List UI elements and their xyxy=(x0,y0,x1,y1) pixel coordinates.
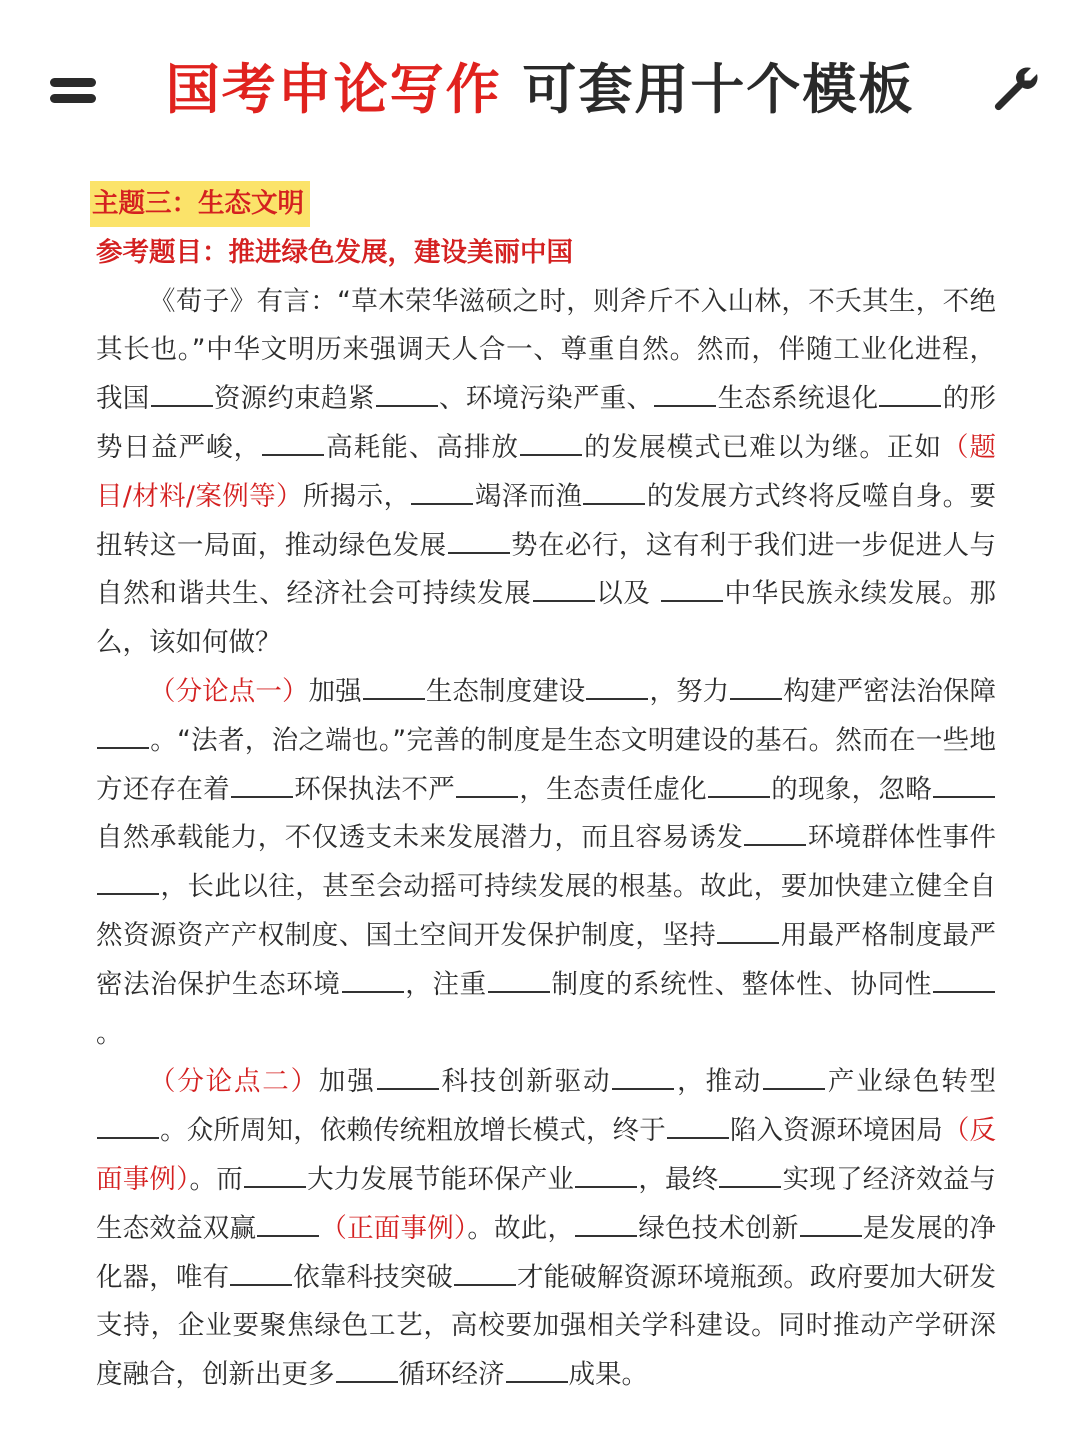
intro-paragraph: 《荀子》有言：“草木荣华滋硕之时，则斧斤不入山林，不夭其生，不绝其长也。”中华文明历来强调天人合一、尊重自然。然而，伴随工业化进程，我国 资源约束趋紧 、环境污染严重、 生态系统退化 的形势日益严峻， 高耗能、高排放 的发展模式已难以为继。正如（题目/材料/案例等）所揭示， 竭泽而渔 的发展方式终将反噬自身。要扭转这一局面，推动绿色发展 势在必行，这有利于我们进一步促进人与自然和谐共生、经济社会可持续发展 以及 中华民族永续发展。那么，该如何做？ xyxy=(96,285,997,659)
title-red: 国考申论写作 xyxy=(165,58,502,121)
point1-paragraph: （分论点一）加强 生态制度建设 ，努力 构建严密法治保障。“法者，治之端也。”完善的制度是生态文明建设的基石。然而在一些地方还存在着 环保执法不严 ，生态责任虚化 的现象，忽略自然承载能力，不仅透支未来发展潜力，而且容易诱发 环境群体性事件，长此以往，甚至会动摇可持续发展的根基。故此，要加快建立健全自然资源资产产权制度、国土空间开发保护制度，坚持 用最严格制度最严密法治保护生态环境 ，注重 制度的系统性、整体性、协同性。 xyxy=(96,668,996,1058)
point2-paragraph: （分论点二）加强 科技创新驱动 ，推动 产业绿色转型。众所周知，依赖传统粗放增长模式，终于 陷入资源环境困局（反面事例）。而 大力发展节能环保产业 ，最终 实现了经济效益与生态效益双赢 （正面事例）。故此， 绿色技术创新 是发展的净化器，唯有 依靠科技突破 才能破解资源环境瓶颈。政府要加大研发支持，企业要聚焦绿色工艺，高校要加强相关学科建设。同时推动产学研深度融合，创新出更多 循环经济 成果。 xyxy=(96,1058,996,1400)
header xyxy=(0,0,1080,150)
negative-example-marker: （反面事例） xyxy=(96,1115,997,1195)
point1-label: （分论点一） xyxy=(149,675,309,707)
reference-topic: 参考题目：推进绿色发展，建设美丽中国 xyxy=(96,236,573,268)
topic-heading: 主题三：生态文明 xyxy=(90,181,310,227)
page-title xyxy=(0,58,1080,122)
point2-label: （分论点二） xyxy=(149,1066,319,1098)
positive-example-marker: （正面事例） xyxy=(320,1212,468,1244)
title-dark: 可套用十个模板 xyxy=(522,58,915,121)
wrench-icon[interactable] xyxy=(994,66,1040,112)
article-body xyxy=(92,180,997,1400)
material-marker: （题目/材料/案例等） xyxy=(96,431,997,512)
